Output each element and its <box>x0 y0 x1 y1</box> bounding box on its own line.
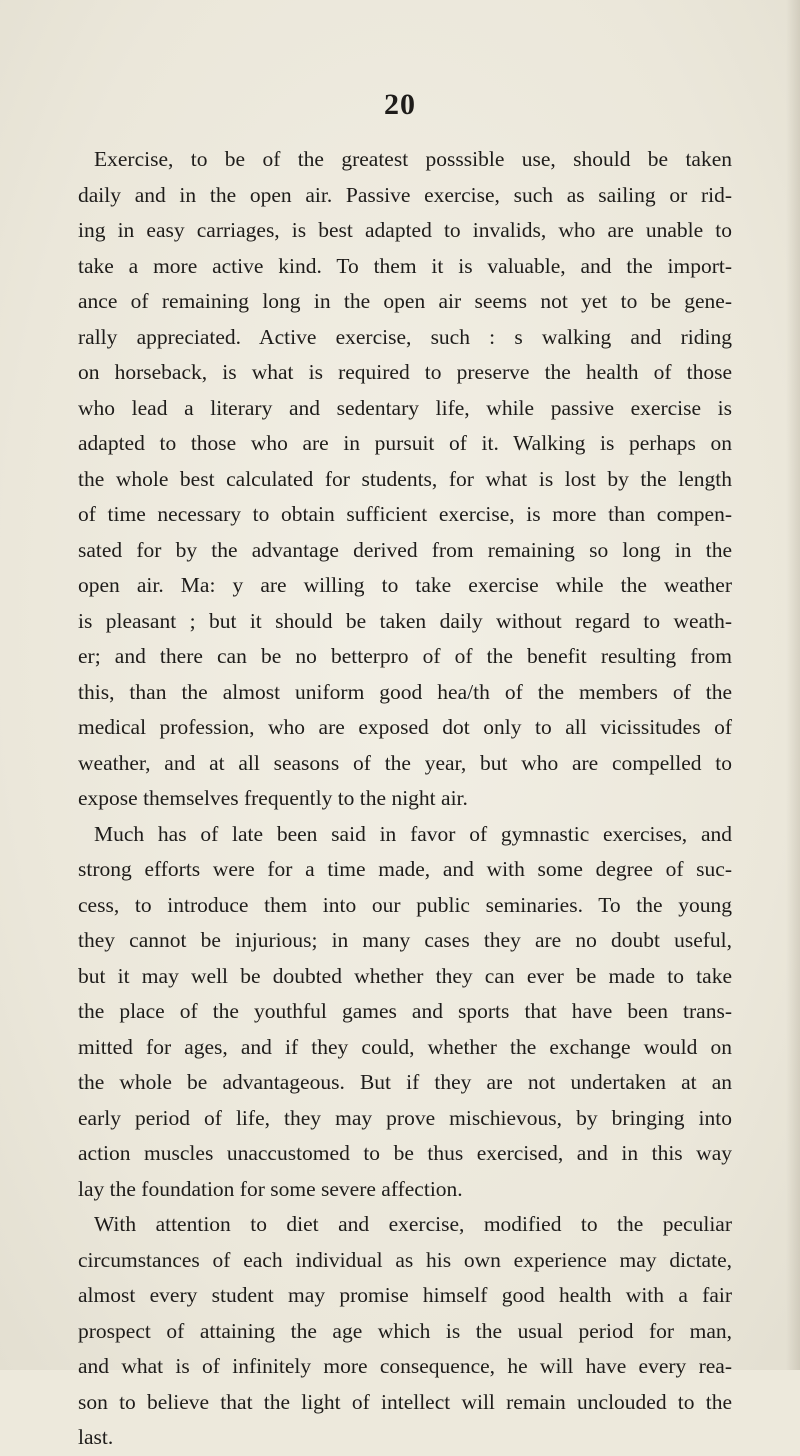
text-line: Exercise, to be of the greatest posssible use, should be taken <box>94 147 732 171</box>
page-edge-shadow <box>786 0 800 1370</box>
text-line: the whole best calculated for students, for what is lost by the length <box>78 466 732 491</box>
text-line: early period of life, they may prove mischievous, by bringing into <box>78 1105 732 1130</box>
text-line: action muscles unaccustomed to be thus exercised, and in this way <box>78 1141 732 1165</box>
text-line: on horseback, is what is required to preserve the health of those <box>78 360 732 384</box>
text-line: sated for by the advantage derived from remaining so long in the <box>78 537 732 562</box>
body-text <box>78 142 732 1456</box>
text-line: expose themselves frequently to the night air. <box>78 786 468 810</box>
text-line: take a more active kind. To them it is valuable, and the import- <box>78 253 732 278</box>
text-line: Much has of late been said in favor of gymnastic exercises, and <box>94 821 732 846</box>
text-line: the place of the youthful games and sports that have been trans- <box>78 999 732 1023</box>
text-line: almost every student may promise himself good health with a fair <box>78 1283 732 1307</box>
text-line: strong efforts were for a time made, and with some degree of suc- <box>78 857 732 881</box>
text-line: er; and there can be no betterpro of of the benefit resulting from <box>78 644 732 668</box>
text-line: last. <box>78 1425 114 1449</box>
text-line: circumstances of each individual as his own experience may dictate, <box>78 1247 732 1272</box>
text-line: prospect of attaining the age which is the usual period for man, <box>78 1318 732 1343</box>
text-line: they cannot be injurious; in many cases they are no doubt useful, <box>78 928 732 952</box>
text-line: daily and in the open air. Passive exercise, such as sailing or rid- <box>78 182 732 207</box>
text-line: but it may well be doubted whether they can ever be made to take <box>78 963 732 988</box>
text-line: lay the foundation for some severe affection. <box>78 1176 463 1201</box>
text-line: who lead a literary and sedentary life, while passive exercise is <box>78 395 732 420</box>
text-line: With attention to diet and exercise, modified to the peculiar <box>94 1212 732 1236</box>
text-line: this, than the almost uniform good hea/th of the members of the <box>78 679 732 704</box>
text-line: ing in easy carriages, is best adapted to invalids, who are unable to <box>78 218 732 242</box>
text-line: weather, and at all seasons of the year, but who are compelled to <box>78 750 732 775</box>
text-line: rally appreciated. Active exercise, such : s walking and riding <box>78 324 732 349</box>
text-line: mitted for ages, and if they could, whether the exchange would on <box>78 1034 732 1059</box>
text-line: and what is of infinitely more consequence, he will have every rea- <box>78 1354 732 1378</box>
text-line: open air. Ma: y are willing to take exercise while the weather <box>78 573 732 597</box>
page-number: 20 <box>384 88 416 121</box>
text-line: the whole be advantageous. But if they are not undertaken at an <box>78 1070 732 1094</box>
text-line: ance of remaining long in the open air seems not yet to be gene- <box>78 289 732 313</box>
text-line: son to believe that the light of intellect will remain unclouded to the <box>78 1389 732 1414</box>
text-line: adapted to those who are in pursuit of it. Walking is perhaps on <box>78 431 732 455</box>
text-line: is pleasant ; but it should be taken daily without regard to weath- <box>78 608 732 633</box>
text-line: medical profession, who are exposed dot only to all vicissitudes of <box>78 715 732 739</box>
text-line: of time necessary to obtain sufficient exercise, is more than compen- <box>78 502 732 526</box>
text-line: cess, to introduce them into our public seminaries. To the young <box>78 892 732 917</box>
